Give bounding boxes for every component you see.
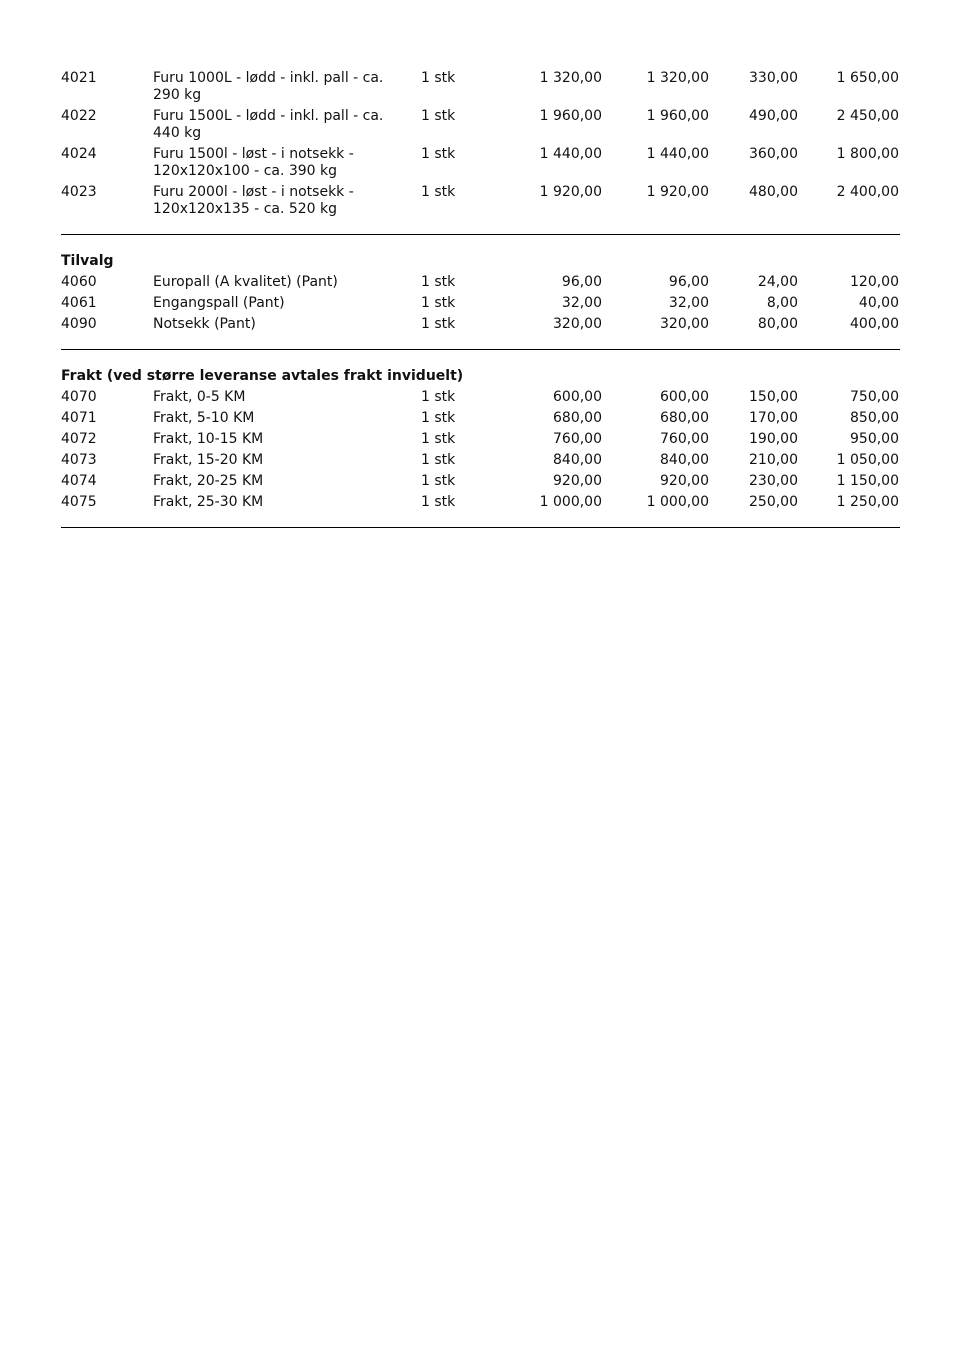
item-description: Furu 2000l - løst - i notsekk - 120x120x135 - ca. 520 kg xyxy=(153,184,354,217)
frakt-section xyxy=(61,368,900,511)
item-vat: 490,00 xyxy=(749,108,798,124)
item-price: 1 960,00 xyxy=(539,108,602,124)
item-net: 1 440,00 xyxy=(646,146,709,162)
item-quantity: 1 stk xyxy=(421,473,456,489)
item-vat: 250,00 xyxy=(749,494,798,510)
item-quantity: 1 stk xyxy=(421,184,456,200)
table-row xyxy=(61,108,900,142)
item-total: 1 050,00 xyxy=(836,452,899,468)
item-description: Europall (A kvalitet) (Pant) xyxy=(153,274,338,290)
section-title: Frakt (ved større leveranse avtales frakt inviduelt) xyxy=(61,368,464,384)
item-net: 96,00 xyxy=(668,274,709,290)
item-code: 4071 xyxy=(61,410,97,426)
item-price: 680,00 xyxy=(553,410,602,426)
item-code: 4090 xyxy=(61,316,97,332)
item-vat: 8,00 xyxy=(766,295,798,311)
item-description: Furu 1000L - lødd - inkl. pall - ca. 290 kg xyxy=(153,70,384,103)
item-vat: 24,00 xyxy=(757,274,798,290)
table-row xyxy=(61,295,900,312)
item-total: 1 800,00 xyxy=(836,146,899,162)
item-description: Frakt, 20-25 KM xyxy=(153,473,264,489)
item-total: 2 450,00 xyxy=(836,108,899,124)
furu-section xyxy=(61,70,900,218)
item-net: 840,00 xyxy=(660,452,709,468)
table-row xyxy=(61,473,900,490)
item-vat: 360,00 xyxy=(749,146,798,162)
table-row xyxy=(61,70,900,104)
table-row xyxy=(61,146,900,180)
item-total: 950,00 xyxy=(850,431,899,447)
item-vat: 480,00 xyxy=(749,184,798,200)
item-net: 600,00 xyxy=(660,389,709,405)
item-code: 4073 xyxy=(61,452,97,468)
item-quantity: 1 stk xyxy=(421,70,456,86)
item-description: Frakt, 15-20 KM xyxy=(153,452,264,468)
item-code: 4070 xyxy=(61,389,97,405)
item-description: Frakt, 5-10 KM xyxy=(153,410,255,426)
item-price: 920,00 xyxy=(553,473,602,489)
item-vat: 190,00 xyxy=(749,431,798,447)
item-net: 760,00 xyxy=(660,431,709,447)
section-divider xyxy=(61,349,900,350)
section-divider xyxy=(61,234,900,235)
item-code: 4023 xyxy=(61,184,97,200)
item-total: 1 650,00 xyxy=(836,70,899,86)
item-net: 1 960,00 xyxy=(646,108,709,124)
item-price: 1 000,00 xyxy=(539,494,602,510)
item-total: 2 400,00 xyxy=(836,184,899,200)
item-quantity: 1 stk xyxy=(421,389,456,405)
item-description: Frakt, 25-30 KM xyxy=(153,494,264,510)
item-quantity: 1 stk xyxy=(421,431,456,447)
item-vat: 80,00 xyxy=(757,316,798,332)
price-list-page xyxy=(61,70,900,528)
item-code: 4021 xyxy=(61,70,97,86)
item-quantity: 1 stk xyxy=(421,316,456,332)
item-vat: 170,00 xyxy=(749,410,798,426)
table-row xyxy=(61,274,900,291)
item-total: 1 150,00 xyxy=(836,473,899,489)
item-description: Frakt, 10-15 KM xyxy=(153,431,264,447)
item-price: 320,00 xyxy=(553,316,602,332)
item-quantity: 1 stk xyxy=(421,274,456,290)
item-quantity: 1 stk xyxy=(421,146,456,162)
item-price: 32,00 xyxy=(561,295,602,311)
item-net: 1 000,00 xyxy=(646,494,709,510)
section-title: Tilvalg xyxy=(61,253,114,269)
item-code: 4072 xyxy=(61,431,97,447)
table-row xyxy=(61,494,900,511)
item-code: 4022 xyxy=(61,108,97,124)
item-description: Notsekk (Pant) xyxy=(153,316,256,332)
item-price: 96,00 xyxy=(561,274,602,290)
table-row xyxy=(61,389,900,406)
item-description: Engangspall (Pant) xyxy=(153,295,285,311)
item-code: 4060 xyxy=(61,274,97,290)
item-vat: 330,00 xyxy=(749,70,798,86)
item-code: 4024 xyxy=(61,146,97,162)
item-total: 400,00 xyxy=(850,316,899,332)
item-total: 120,00 xyxy=(850,274,899,290)
table-row xyxy=(61,452,900,469)
item-description: Furu 1500l - løst - i notsekk - 120x120x100 - ca. 390 kg xyxy=(153,146,354,179)
item-total: 850,00 xyxy=(850,410,899,426)
item-quantity: 1 stk xyxy=(421,452,456,468)
item-quantity: 1 stk xyxy=(421,108,456,124)
item-total: 1 250,00 xyxy=(836,494,899,510)
table-row xyxy=(61,184,900,218)
item-price: 1 440,00 xyxy=(539,146,602,162)
item-net: 320,00 xyxy=(660,316,709,332)
table-row xyxy=(61,410,900,427)
item-price: 760,00 xyxy=(553,431,602,447)
item-price: 840,00 xyxy=(553,452,602,468)
item-description: Furu 1500L - lødd - inkl. pall - ca. 440 kg xyxy=(153,108,384,141)
tilvalg-section xyxy=(61,253,900,333)
table-row xyxy=(61,431,900,448)
item-quantity: 1 stk xyxy=(421,410,456,426)
item-vat: 230,00 xyxy=(749,473,798,489)
item-code: 4074 xyxy=(61,473,97,489)
section-divider xyxy=(61,527,900,528)
item-vat: 150,00 xyxy=(749,389,798,405)
item-price: 1 320,00 xyxy=(539,70,602,86)
item-net: 920,00 xyxy=(660,473,709,489)
item-net: 32,00 xyxy=(668,295,709,311)
item-total: 40,00 xyxy=(858,295,899,311)
item-price: 1 920,00 xyxy=(539,184,602,200)
item-code: 4075 xyxy=(61,494,97,510)
item-quantity: 1 stk xyxy=(421,295,456,311)
item-quantity: 1 stk xyxy=(421,494,456,510)
item-net: 1 320,00 xyxy=(646,70,709,86)
item-net: 1 920,00 xyxy=(646,184,709,200)
item-vat: 210,00 xyxy=(749,452,798,468)
item-net: 680,00 xyxy=(660,410,709,426)
item-price: 600,00 xyxy=(553,389,602,405)
item-description: Frakt, 0-5 KM xyxy=(153,389,246,405)
item-code: 4061 xyxy=(61,295,97,311)
item-total: 750,00 xyxy=(850,389,899,405)
table-row xyxy=(61,316,900,333)
